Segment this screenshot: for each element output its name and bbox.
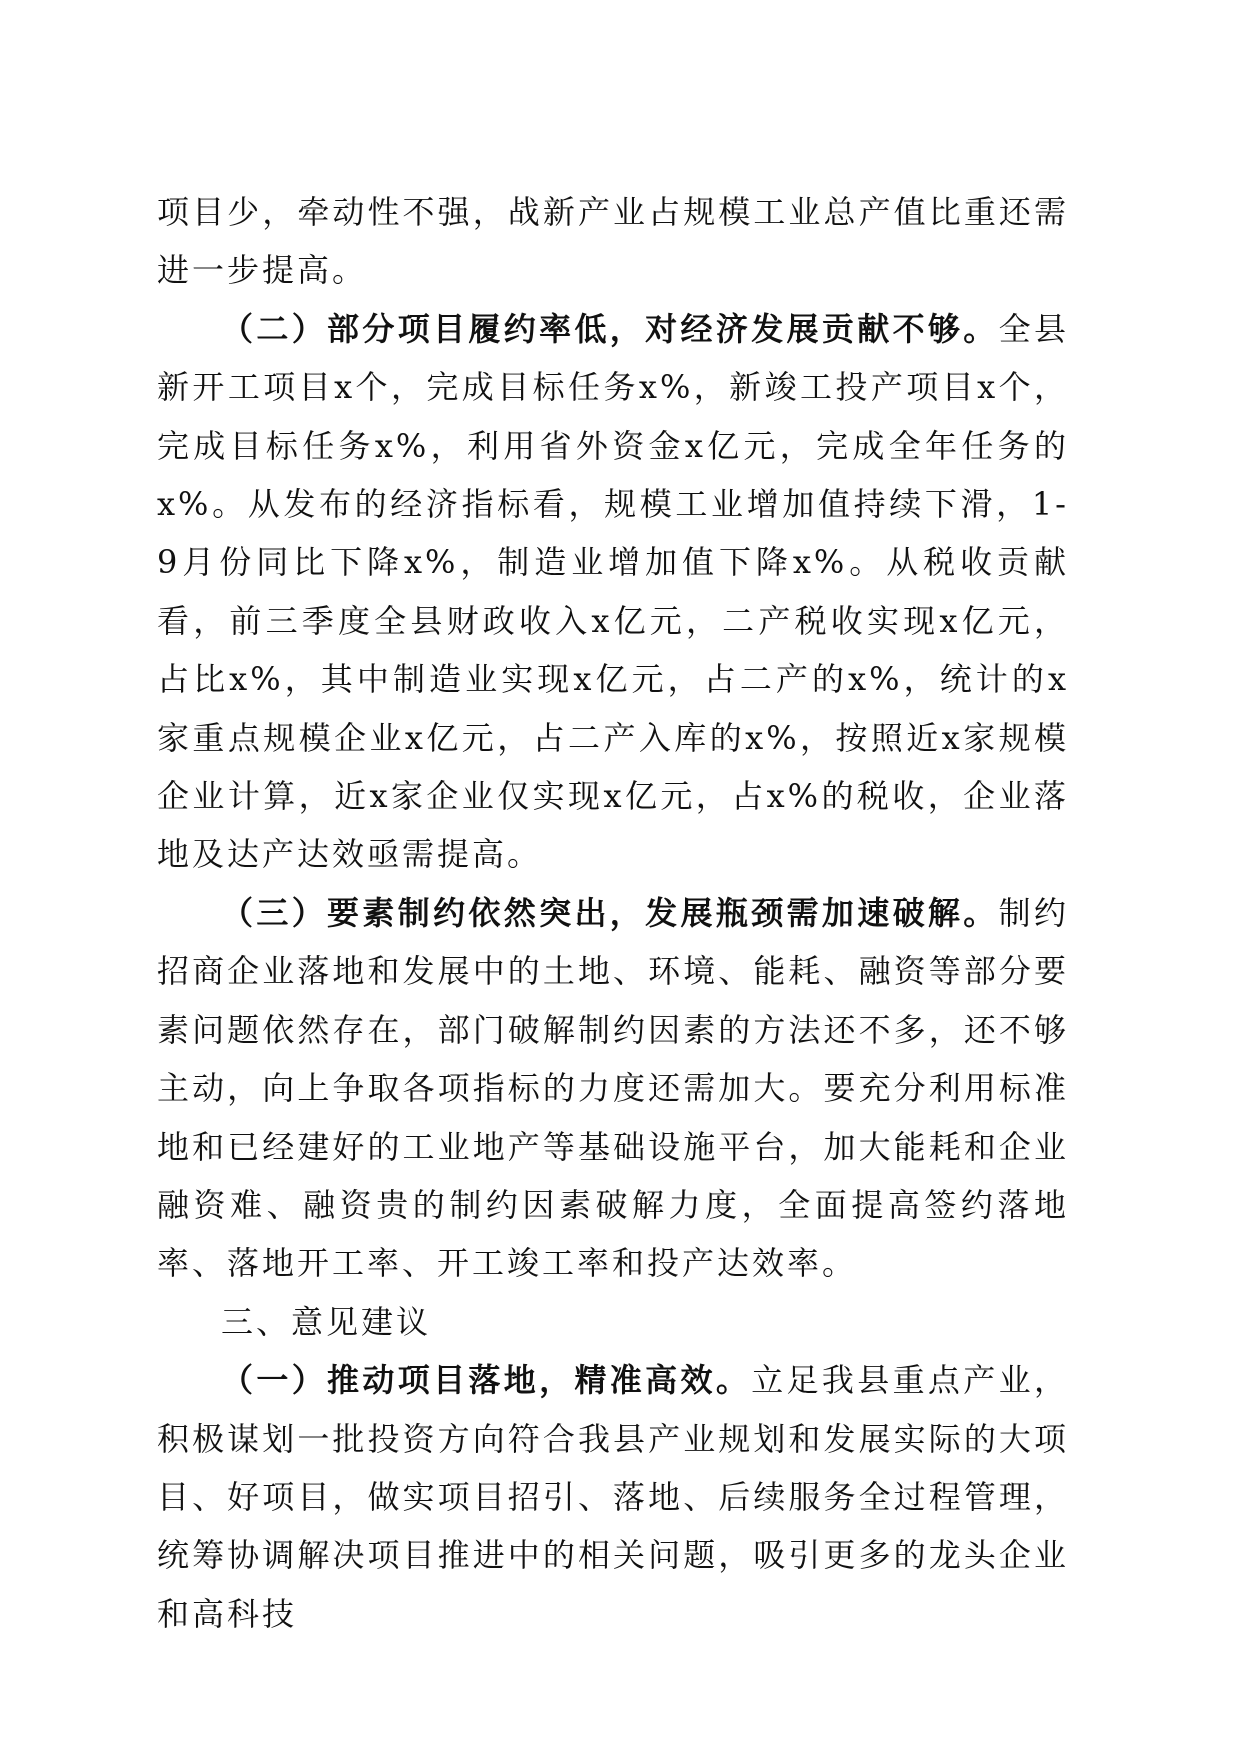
subsection-body-1: 立足我县重点产业，积极谋划一批投资方向符合我县产业规划和发展实际的大项目、好项目，做实项目招引、落地、后续服务全过程管理，统筹协调解决项目推进中的相关问题，吸引更多的龙头企业和高科技 <box>157 1361 1069 1633</box>
subsection-body-2: 全县新开工项目x个，完成目标任务x%，新竣工投产项目x个，完成目标任务x%，利用省外资金x亿元，完成全年任务的x%。从发布的经济指标看，规模工业增加值持续下滑，1-9月份同比下降x%，制造业增加值下降x%。从税收贡献看，前三季度全县财政收入x亿元，二产税收实现x亿元，占比x%，其中制造业实现x亿元，占二产的x%，统计的x家重点规模企业x亿元，占二产入库的x%，按照近x家规模企业计算，近x家企业仅实现x亿元，占x%的税收，企业落地及达产达效亟需提高。 <box>157 309 1069 874</box>
paragraph-continuation: 项目少，牵动性不强，战新产业占规模工业总产值比重还需进一步提高。 <box>157 193 1069 290</box>
section-heading-3: 三、意见建议 <box>221 1302 432 1341</box>
subsection-body-3: 制约招商企业落地和发展中的土地、环境、能耗、融资等部分要素问题依然存在，部门破解制约因素的方法还不多，还不够主动，向上争取各项指标的力度还需加大。要充分利用标准地和已经建好的工业地产等基础设施平台，加大能耗和企业融资难、融资贵的制约因素破解力度，全面提高签约落地率、落地开工率、开工竣工率和投产达效率。 <box>157 893 1069 1283</box>
subsection-heading-1: （一）推动项目落地，精准高效。 <box>221 1361 752 1400</box>
subsection-heading-2: （二）部分项目履约率低，对经济发展贡献不够。 <box>221 309 999 348</box>
paragraph-subsection-3 <box>157 884 1069 1293</box>
subsection-heading-3: （三）要素制约依然突出，发展瓶颈需加速破解。 <box>221 893 999 932</box>
paragraph-subsection-1 <box>157 1351 1069 1643</box>
document-body <box>157 183 1069 1643</box>
paragraph-subsection-2 <box>157 300 1069 884</box>
